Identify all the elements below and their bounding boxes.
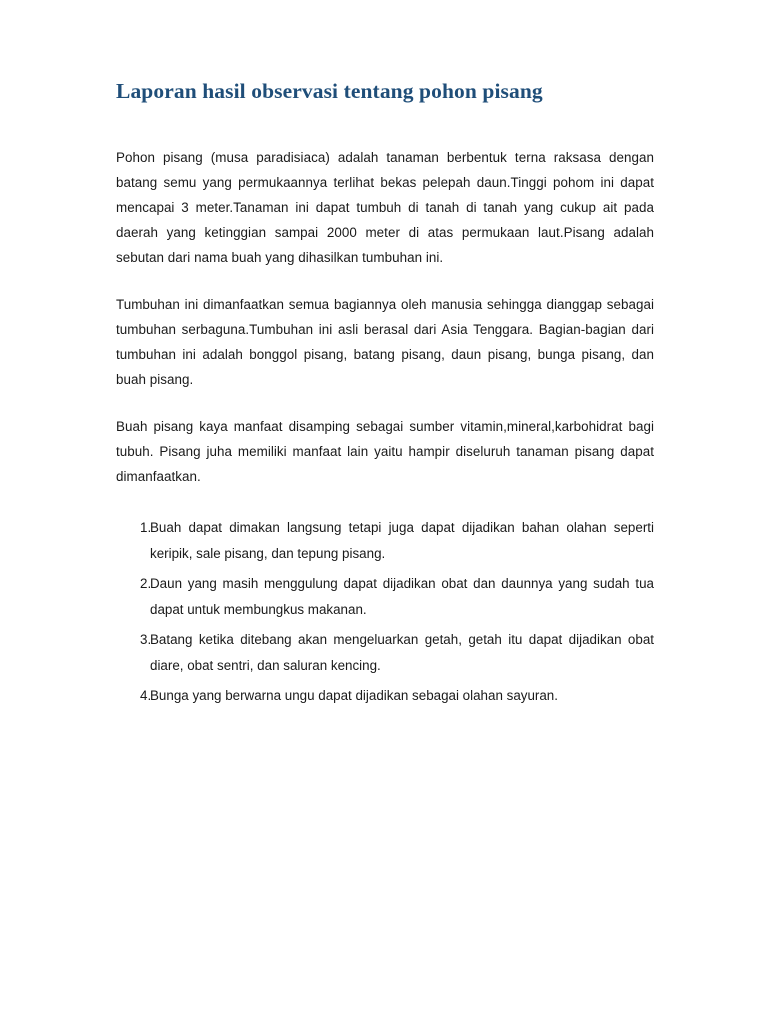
list-item-number: 3. — [140, 631, 152, 647]
list-item-label: Bunga yang berwarna ungu dapat dijadikan sebagai olahan sayuran. — [150, 687, 558, 703]
list-item-label: Batang ketika ditebang akan mengeluarkan getah, getah itu dapat dijadikan obat diare, obat sentri, dan saluran kencing. — [150, 631, 654, 673]
paragraph-3: Buah pisang kaya manfaat disamping sebagai sumber vitamin,mineral,karbohidrat bagi tubuh. Pisang juha memiliki manfaat lain yaitu hampir diseluruh tanaman pisang dapat dimanfaatkan. — [116, 418, 654, 484]
numbered-list — [116, 515, 654, 709]
list-item — [116, 627, 654, 679]
list-item — [116, 571, 654, 623]
paragraph-1: Pohon pisang (musa paradisiaca) adalah tanaman berbentuk terna raksasa dengan batang semu yang permukaannya terlihat bekas pelepah daun.Tinggi pohom ini dapat mencapai 3 meter.Tanaman ini dapat tumbuh di tanah di tanah yang cukup ait pada daerah yang ketinggian sampai 2000 meter di atas permukaan laut.Pisang adalah sebutan dari nama buah yang dihasilkan tumbuhan ini. — [116, 149, 654, 265]
list-item-number: 4. — [140, 687, 152, 703]
list-item-label: Daun yang masih menggulung dapat dijadikan obat dan daunnya yang sudah tua dapat untuk membungkus makanan. — [150, 575, 654, 617]
paragraph-2: Tumbuhan ini dimanfaatkan semua bagiannya oleh manusia sehingga dianggap sebagai tumbuhan serbaguna.Tumbuhan ini asli berasal dari Asia Tenggara. Bagian-bagian dari tumbuhan ini adalah bonggol pisang, batang pisang, daun pisang, bunga pisang, dan buah pisang. — [116, 296, 654, 387]
list-item-number: 2. — [140, 575, 152, 591]
list-item-label: Buah dapat dimakan langsung tetapi juga dapat dijadikan bahan olahan seperti keripik, sale pisang, dan tepung pisang. — [150, 519, 654, 561]
list-item-number: 1. — [140, 519, 152, 535]
list-item — [116, 515, 654, 567]
page-title: Laporan hasil observasi tentang pohon pisang — [116, 79, 543, 103]
list-item — [116, 683, 654, 709]
